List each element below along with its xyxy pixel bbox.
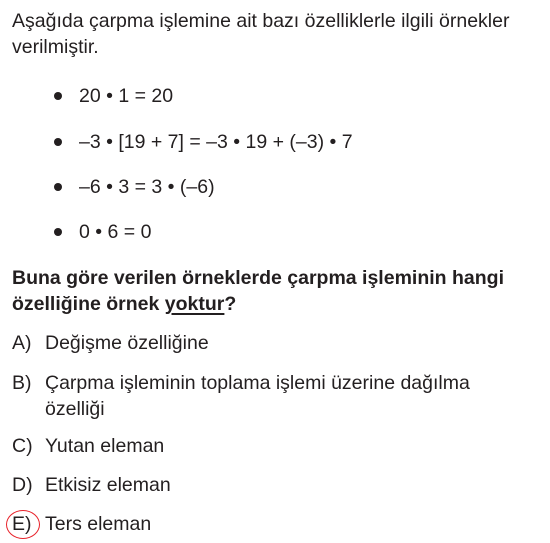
example-expression: 20 • 1 = 20 [79,85,174,107]
answer-mark-circle [6,510,40,539]
option-c[interactable] [12,433,542,459]
option-text: Değişme özelliğine [45,332,209,354]
option-text: Çarpma işleminin toplama işlemi üzerine dağılma özelliği [45,372,470,420]
option-b[interactable] [12,370,542,422]
intro-text: Aşağıda çarpma işlemine ait bazı özelliklerle ilgili örnekler verilmiştir. [12,10,510,58]
question-text [12,265,547,317]
question-mark: ? [224,293,237,315]
option-letter: E) [12,513,32,535]
bullet-icon [54,92,62,100]
example-item [54,130,353,154]
example-expression: –3 • [19 + 7] = –3 • 19 + (–3) • 7 [79,131,353,153]
question-emphasis: yoktur [164,293,225,315]
option-letter: B) [12,372,32,394]
option-letter: D) [12,474,33,496]
example-item [54,84,173,108]
option-e[interactable] [12,511,542,537]
option-letter: A) [12,332,32,354]
option-text: Ters eleman [45,513,152,535]
example-item [54,220,151,244]
example-expression: 0 • 6 = 0 [79,221,152,243]
example-item [54,175,215,199]
example-expression: –6 • 3 = 3 • (–6) [79,176,215,198]
option-d[interactable] [12,472,542,498]
bullet-icon [54,183,62,191]
option-letter: C) [12,435,33,457]
option-a[interactable] [12,330,542,356]
bullet-icon [54,228,62,236]
example-list [0,0,550,260]
option-text: Etkisiz eleman [45,474,171,496]
option-text: Yutan eleman [45,435,165,457]
question-main: Buna göre verilen örneklerde çarpma işleminin hangi özelliğine örnek [12,267,504,315]
option-letter-wrap [12,511,45,537]
bullet-icon [54,138,62,146]
